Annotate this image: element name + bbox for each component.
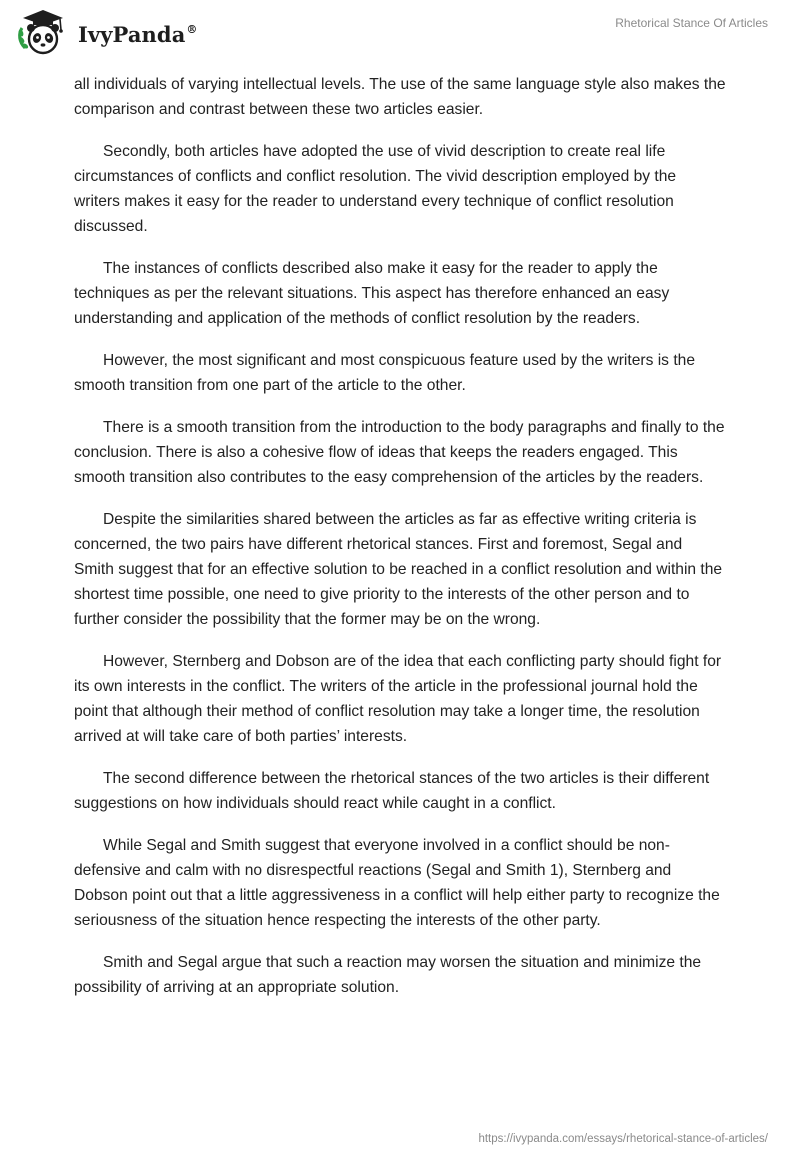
brand-name: IvyPanda® xyxy=(78,21,198,47)
brand-logo[interactable] xyxy=(16,8,198,60)
panda-graduate-icon xyxy=(16,8,70,61)
paragraph: Smith and Segal argue that such a reaction may worsen the situation and minimize the possibility of arriving at an appropriate solution. xyxy=(74,954,702,996)
paragraph: all individuals of varying intellectual levels. The use of the same language style also makes the comparison and contrast between these two articles easier. xyxy=(74,76,726,118)
page-header xyxy=(0,0,800,72)
essay-body xyxy=(74,72,726,1017)
paragraph: However, Sternberg and Dobson are of the idea that each conflicting party should fight for its own interests in the conflict. The writers of the article in the professional journal hold the point that although their method of conflict resolution may take a longer time, the resolution arrived at will take care of both parties’ interests. xyxy=(74,653,722,745)
paragraph: Secondly, both articles have adopted the use of vivid description to create real life circumstances of conflicts and conflict resolution. The vivid description employed by the writers makes it easy for the reader to understand every technique of conflict resolution discussed. xyxy=(74,143,677,235)
registered-mark: ® xyxy=(186,22,198,36)
paragraph: However, the most significant and most conspicuous feature used by the writers is the smooth transition from one part of the article to the other. xyxy=(74,352,695,394)
paragraph: Despite the similarities shared between the articles as far as effective writing criteria is concerned, the two pairs have different rhetorical stances. First and foremost, Segal and Smith suggest that for an effective solution to be reached in a conflict resolution and within the shortest time possible, one need to give priority to the interests of the other person and to further consider the possibility that the former may be on the wrong. xyxy=(74,511,723,628)
paragraph: While Segal and Smith suggest that everyone involved in a conflict should be non-defensive and calm with no disrespectful reactions (Segal and Smith 1), Sternberg and Dobson point out that a little aggressiveness in a conflict will help either party to recognize the seriousness of the situation hence respecting the interests of the other party. xyxy=(74,837,720,929)
page-title: Rhetorical Stance Of Articles xyxy=(615,16,768,30)
paragraph: The instances of conflicts described also make it easy for the reader to apply the techniques as per the relevant situations. This aspect has therefore enhanced an easy understanding and application of the methods of conflict resolution by the readers. xyxy=(74,260,670,327)
source-url[interactable]: https://ivypanda.com/essays/rhetorical-stance-of-articles/ xyxy=(478,1133,768,1145)
paragraph: There is a smooth transition from the introduction to the body paragraphs and finally to the conclusion. There is also a cohesive flow of ideas that keeps the readers engaged. This smooth transition also contributes to the easy comprehension of the articles by the readers. xyxy=(74,419,725,486)
paragraph: The second difference between the rhetorical stances of the two articles is their different suggestions on how individuals should react while caught in a conflict. xyxy=(74,770,710,812)
